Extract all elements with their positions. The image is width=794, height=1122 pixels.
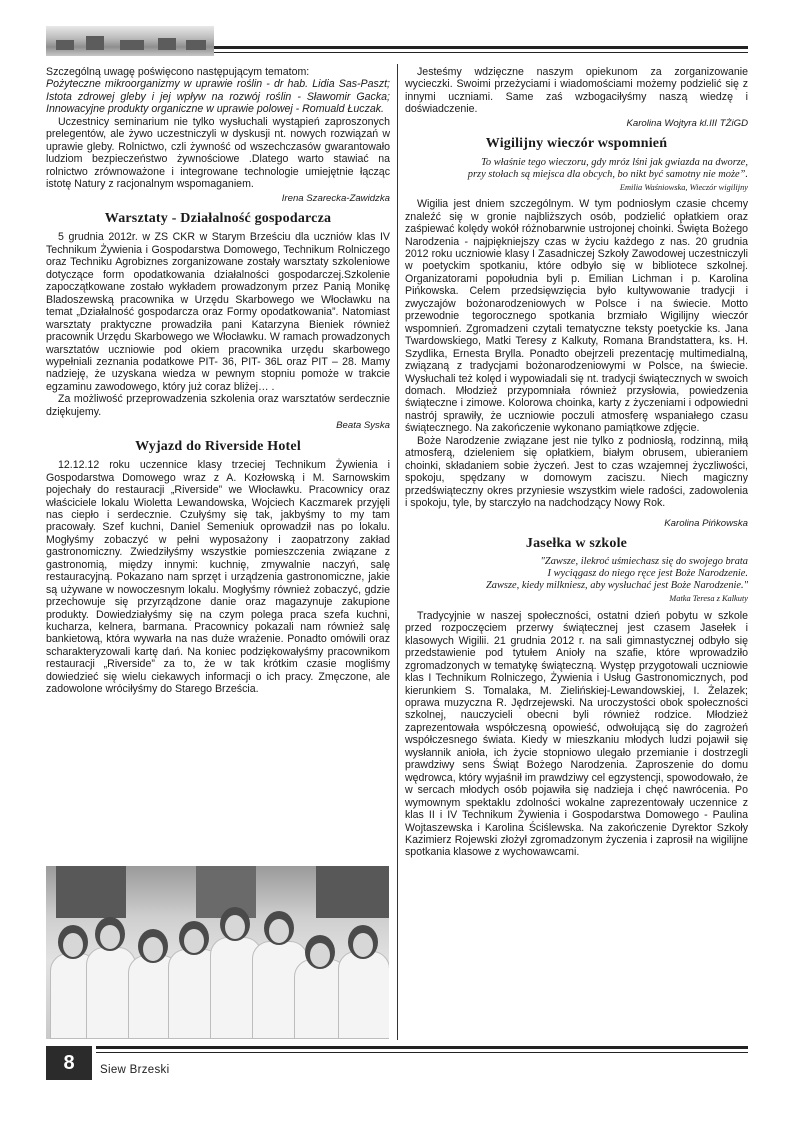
seminar-intro: Szczególną uwagę poświęcono następującym tematom:	[46, 66, 310, 78]
header-town-photo	[46, 26, 214, 56]
warsztaty-thanks: Za możliwość przeprowadzenia szkolenia oraz warsztatów serdecznie dziękujemy.	[46, 393, 390, 418]
footer-rule	[96, 1046, 748, 1049]
author-syska: Beata Syska	[336, 420, 390, 432]
wigilia-paragraph-2: Boże Narodzenie związane jest nie tylko z podniosłą, rodzinną, miłą atmosferą, dzieleniem się opłatkiem, białym obrusem, ubieraniem choinki, składaniem sobie życzeń. Jest to czas wzajemnej życzliwości, spokoju, spędzany w domowym zaciszu. Niech magiczny przedświąteczny okres przyniesie wszystkim wiele radości, zadowolenia i spokoju, tyle, by starczyło na nadchodzący Nowy Rok.	[405, 434, 748, 510]
quote1-line1: To właśnie tego wieczoru, gdy mróz lśni jak gwiazda na dworze,	[481, 156, 748, 168]
quote2-line2: I wyciągasz do niego ręce jest Boże Narodzenie.	[547, 568, 748, 580]
seminar-topics: Pożyteczne mikroorganizmy w uprawie roślin - dr hab. Lidia Sas-Paszt; Istota zdrowej gleby i jej wpływ na rozwój roślin - Sławomir Gacka; Innowacyjne produkty organiczne w uprawie polowej - Romuald Łuczak.	[46, 78, 390, 116]
warsztaty-paragraph: 5 grudnia 2012r. w ZS CKR w Starym Brześciu dla uczniów klas IV Technikum Żywienia i Gospodarstwa Domowego, Technikum Rolniczego oraz Techniku Agrobiznes zorganizowane zostały warsztaty szkoleniowe dotyczące form opodatkowania działalności gospodarczej.Szkolenie zapoczątkowane zostało wykładem prowadzonym przez Panią Monikę Bladoszewską pracownika w Urzędu Skarbowego we Włocławku na temat „Działalność gospodarcza oraz Formy opodatkowania”. Natomiast warsztaty praktyczne prowadziła pani Katarzyna Bieniek również pracownik Urzędu Skarbowego we Włocławku. W ramach prowadzonych warsztatów uczniowie pod okiem pracownika urzędu skarbowego wypełniali zeznania podatkowe PIT- 36, PIT- 36L oraz PIT – 28. Mamy nadzieję, że uzyskana wiedza w pewnym stopniu pomoże w trakcie egzaminu zawodowego, który już coraz bliżej… .	[46, 231, 390, 393]
quote1-source: Emilia Waśniowska, Wieczór wigilijny	[619, 182, 748, 192]
quote1-line2: przy stołach są miejsca dla obcych, bo nikt być samotny nie może”.	[467, 168, 748, 180]
quote2-line1: "Zawsze, ilekroć uśmiechasz się do swojego brata	[540, 556, 748, 568]
heading-wigilijny: Wigilijny wieczór wspomnień	[485, 136, 668, 152]
quote2-source: Matka Teresa z Kalkuty	[669, 594, 748, 604]
group-photo	[46, 866, 389, 1039]
column-divider	[397, 64, 398, 1040]
riverside-paragraph: 12.12.12 roku uczennice klasy trzeciej Technikum Żywienia i Gospodarstwa Domowego wraz z A. Kozłowską i M. Sarnowskim pojechały do restauracji „Riverside” we Włocławku. Pracownicy oraz właściciele lokalu Wioletta Lewandowska, Wojciech Kaczmarek przyjęli nas ciepło i serdecznie. Czułyśmy się tak, jakbyśmy to my tam pracowały. Szef kuchni, Daniel Semeniuk oprowadził nas po lokalu. Mogłyśmy zobaczyć w pełni wyposażony i zaopatrzony zakład gastronomiczny. Zwiedziłyśmy wszystkie pomieszczenia związane z gastronomią, między innymi: kuchnię, zmywalnie naczyń, salę restauracyjną. Pokazano nam sprzęt i urządzenia gastronomiczne, jakie są używane w nowoczesnym lokalu. Mogłyśmy również zobaczyć, gdzie przechowuje się przyrządzone danie oraz magazynuje zakupione produkty. Dowiedziałyśmy się na czym polega praca szefa kuchni, kucharza, kelnera, barmana. Pracownicy pokazali nam również salę bankietową, która wywarła na nas duże wrażenie. Ponadto omówili oraz scharakteryzowali kartę dań. Na koniec podziękowałyśmy pracownikom restauracji „Riverside” za to, że w tak krótkim czasie mogliśmy dowiedzieć się wielu ciekawych informacji o ich pracy. Zmęczone, ale zadowolone wróciłyśmy do Starego Brześcia.	[46, 459, 390, 696]
author-szarecka: Irena Szarecka-Zawidzka	[281, 192, 390, 204]
footer-rule-thin	[96, 1052, 748, 1053]
riverside-closing: Jesteśmy wdzięczne naszym opiekunom za zorganizowanie wycieczki. Swoimi przeżyciami i wiadomościami możemy podzielić się z innymi uczniami. Same zaś wzbogaciłyśmy naszą wiedzę i doświadczenie.	[405, 66, 748, 116]
author-pinkowska: Karolina Pińkowska	[664, 517, 748, 529]
author-wojtyra: Karolina Wojtyra kl.III TŻiGD	[626, 117, 748, 129]
wigilia-paragraph-1: Wigilia jest dniem szczególnym. W tym podniosłym czasie chcemy znaleźć się w gronie najbliższych osób, podzielić opłatkiem oraz zaśpiewać kolędy wokół różnobarwnie ustrojonej choinki. Święta Bożego Narodzenia - najpiękniejszy czas w życiu każdego z nas. 20 grudnia 2012 roku uczniowie klasy I Zasadniczej Szkoły Zawodowej uczestniczyli w poetyckim spotkaniu, które odbyło się w bibliotece szkolnej. Organizatorami popołudnia byli p. Emilian Lichman i p. Karolina Pińkowska. Celem przedsięwzięcia było kultywowanie tradycji i zwyczajów bożonarodzeniowych w Polsce i na świecie. Motto przewodnie tegorocznego spotkania brzmiało Wigilijny wieczór wspomnień. Zgromadzeni czytali tematyczne teksty poetyckie ks. Jana Twardowskiego, Matki Teresy z Kalkuty, Romana Brandstattera, ks. H. Szydlika, Ernesta Brylla. Ponadto obejrzeli prezentację multimedialną, związaną z tradycjami bożonarodzeniowymi w Polsce, na świecie. Wysłuchali też kolęd i wypowiadali się nt. tradycji świątecznych w swoich domach. Młodzież przypomniała również przysłowia, powiedzenia świąteczne i zimowe. Kolorowa choinka, karty z życzeniami i odpowiedni nastrój sprawiły, że uczniowie poczuli atmosferę wspaniałego czasu świątecznego. Na zakończenie wykonano pamiątkowe zdjęcie.	[405, 198, 748, 435]
quote2-line3: Zawsze, kiedy milkniesz, aby wysłuchać jest Boże Narodzenie."	[486, 580, 748, 592]
header-rule	[214, 46, 748, 49]
header-rule-thin	[214, 52, 748, 53]
heading-jaselka: Jasełka w szkole	[525, 535, 628, 551]
seminar-paragraph: Uczestnicy seminarium nie tylko wysłuchali wystąpień zaproszonych prelegentów, ale żywo uczestniczyli w dyskusji nt. nowych rozwiązań w uprawie gleby. Rolnictwo, czli żywność od wszechczasów gwarantowało ludziom bezpieczeństwo żywnościowe .Dlatego warto stawiać na rolnictwo zrównoważone i integrowane technologie umiejętnie łącząc istotę Natury z racjonalnym wspomaganiem.	[46, 115, 390, 191]
page-number: 8	[46, 1046, 92, 1080]
jaselka-paragraph: Tradycyjnie w naszej społeczności, ostatni dzień pobytu w szkole przed rozpoczęciem przerwy świątecznej jest czasem Jasełek i klasowych Wigilii. 21 grudnia 2012 r. na sali gimnastycznej odbyło się przedstawienie pod tytułem Anioły na szafie, które wprowadziło zgromadzonych w tematykę świąteczną. Występ przygotowali uczniowie klas I Technikum Rolniczego, Żywienia i Usług Gastronomicznych, pod kierunkiem S. Tomalaka, M. Zielińskiej-Lewandowskiej, I. Żelazek; oprawa muzyczna R. Jędrzejewski. Na uroczystości obok społeczności szkolnej, nauczycieli obecni byli również rodzice. Młodzież zaprezentowała współczesną opowieść, odwołującą się do zagrożeń współczesnego świata. Kiedy w mieszkaniu młodych ludzi pojawił się wysłannik anioła, ich życie stopniowo ulegało przemianie i dostrzegli prawdziwy sens Świąt Bożego Narodzenia. Zaproszenie do domu wędrowca, który wyjaśnił im prawdziwy cel egzystencji, spowodowało, że w sercach młodych osób pojawiła się nadzieja i chęć nawrócenia. Po wymownym spektaklu zdolności wokalne zaprezentowały uczennice z klas II i IV Technikum Żywienia i Gospodarstwa Domowego - Paulina Wojtaszewska i Karolina Ściślewska. Na zakończenie Dyrektor Szkoły Kazimierz Rojewski złożył zgromadzonym życzenia i zaprosił na wigilijne spotkania klasowe z wychowawcami.	[405, 609, 748, 859]
heading-warsztaty: Warsztaty - Działalność gospodarcza	[104, 210, 332, 226]
heading-riverside: Wyjazd do Riverside Hotel	[135, 438, 301, 454]
footer-publication-title: Siew Brzeski	[100, 1064, 170, 1076]
right-column	[405, 66, 748, 859]
left-column	[46, 66, 390, 696]
